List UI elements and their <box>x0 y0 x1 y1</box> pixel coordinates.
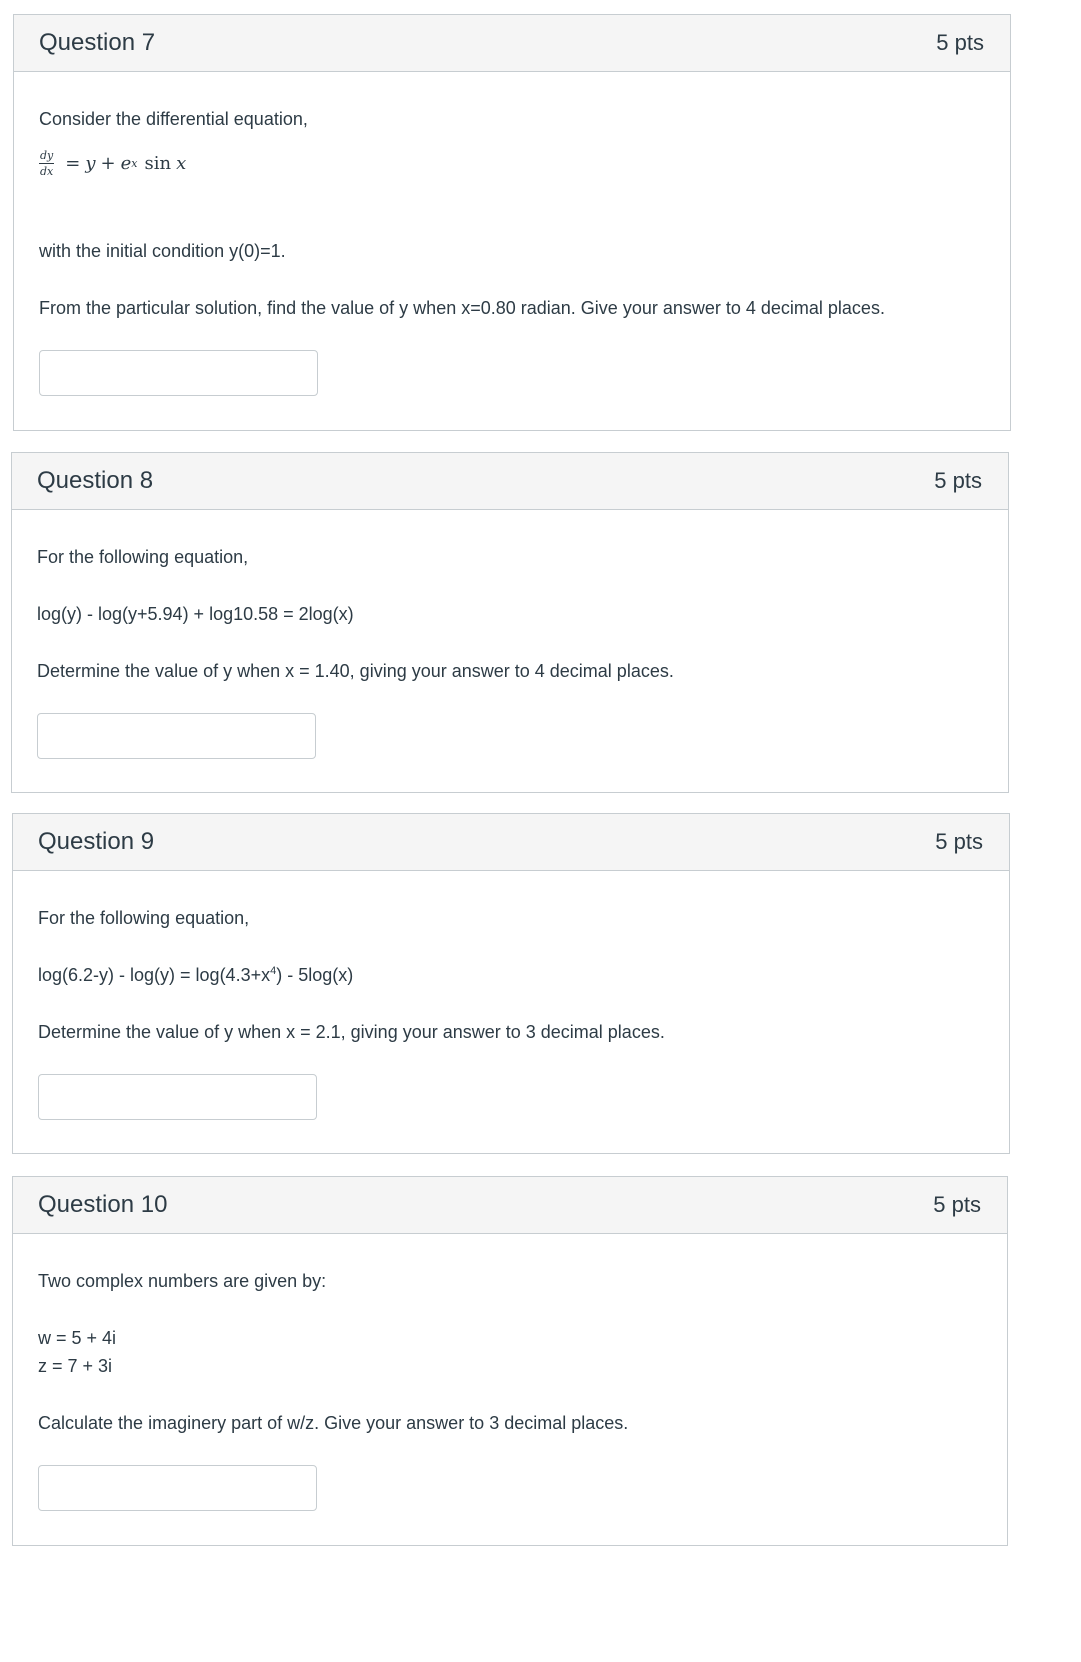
exponent: x <box>131 157 138 170</box>
question-prompt: Determine the value of y when x = 2.1, giving your answer to 3 decimal places. <box>38 1022 665 1042</box>
question-intro: Consider the differential equation, <box>39 109 308 129</box>
sine-function: sin <box>144 153 172 174</box>
question-title: Question 10 <box>38 1191 168 1218</box>
question-prompt: Calculate the imaginery part of w/z. Give your answer to 3 decimal places. <box>38 1413 629 1433</box>
question-intro: Two complex numbers are given by: <box>38 1271 327 1291</box>
equation-part: log(6.2-y) - log(y) = log(4.3+x <box>38 965 271 985</box>
plus-sign: + <box>100 153 116 174</box>
question-9-card <box>12 813 1010 1154</box>
question-points: 5 pts <box>935 829 983 854</box>
equation <box>38 965 353 986</box>
question-title: Question 8 <box>37 467 154 494</box>
question-7-card <box>13 14 1011 431</box>
fraction-numerator: dy <box>40 149 54 162</box>
question-title: Question 9 <box>38 828 155 855</box>
differential-equation <box>39 150 186 177</box>
complex-number-w: w = 5 + 4i <box>38 1328 117 1348</box>
question-intro: For the following equation, <box>37 547 249 567</box>
variable-y: y <box>85 153 96 174</box>
question-prompt: Determine the value of y when x = 1.40, giving your answer to 4 decimal places. <box>37 661 674 681</box>
question-header <box>13 1177 1007 1234</box>
answer-input[interactable] <box>39 350 318 396</box>
equals-sign: = <box>65 153 81 174</box>
question-header <box>13 814 1009 871</box>
exponential-base: e <box>120 153 132 174</box>
variable-x: x <box>176 153 187 174</box>
complex-number-z: z = 7 + 3i <box>38 1356 113 1376</box>
question-header <box>14 15 1010 72</box>
equation-exponent: 4 <box>270 965 277 977</box>
equation-part: ) - 5log(x) <box>276 965 354 985</box>
question-points: 5 pts <box>934 468 982 493</box>
question-points: 5 pts <box>933 1192 981 1217</box>
equation: log(y) - log(y+5.94) + log10.58 = 2log(x) <box>37 604 354 624</box>
question-title: Question 7 <box>39 29 156 56</box>
derivative-fraction <box>39 150 54 177</box>
answer-input[interactable] <box>37 713 316 759</box>
answer-input[interactable] <box>38 1074 317 1120</box>
question-header <box>12 453 1008 510</box>
question-8-card <box>11 452 1009 793</box>
question-points: 5 pts <box>936 30 984 55</box>
question-prompt: From the particular solution, find the value of y when x=0.80 radian. Give your answer to 4 decimal places. <box>39 298 885 318</box>
initial-condition: with the initial condition y(0)=1. <box>39 241 286 261</box>
question-intro: For the following equation, <box>38 908 250 928</box>
answer-input[interactable] <box>38 1465 317 1511</box>
question-10-card <box>12 1176 1008 1546</box>
fraction-denominator: dx <box>40 165 54 178</box>
